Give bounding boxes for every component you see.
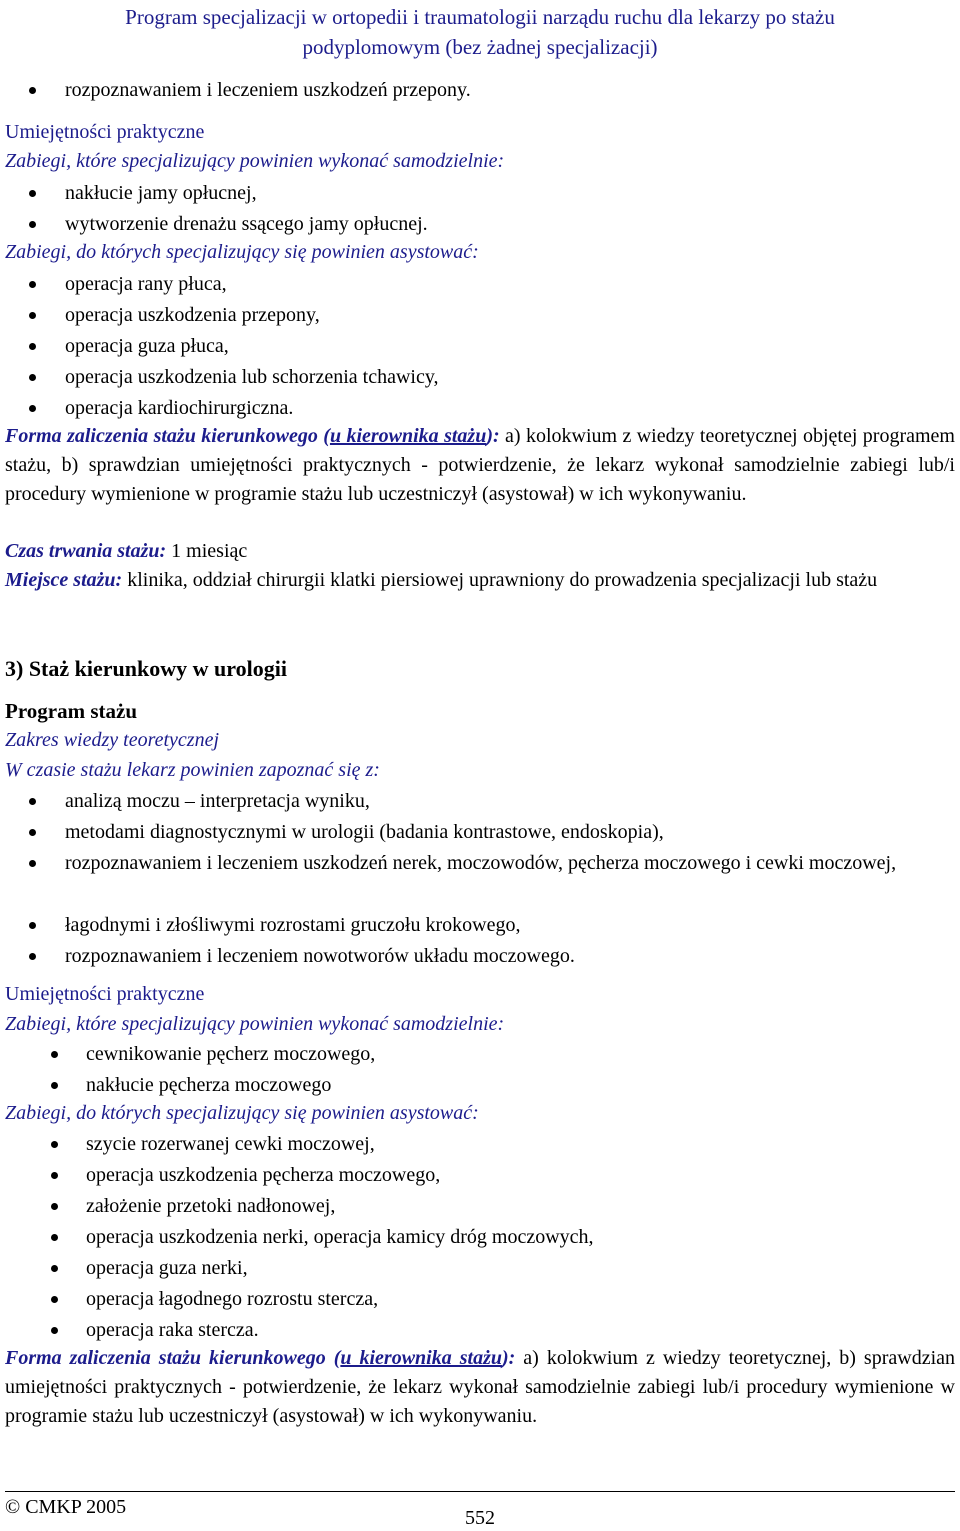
header-line-1: Program specjalizacji w ortopedii i traumatologii narządu ruchu dla lekarzy po stażu: [125, 5, 835, 29]
bullet-icon: [29, 343, 36, 350]
bullet-icon: [29, 374, 36, 381]
w-czasie-intro: W czasie stażu lekarz powinien zapoznać się z:: [5, 759, 380, 781]
bullet-icon: [51, 1082, 58, 1089]
bullet-icon: [29, 922, 36, 929]
list-item: cewnikowanie pęcherz moczowego,: [5, 1039, 955, 1070]
list-item: metodami diagnostycznymi w urologii (badania kontrastowe, endoskopia),: [5, 817, 955, 848]
header-line-2: podyplomowym (bez żadnej specjalizacji): [302, 35, 658, 59]
list-item: operacja uszkodzenia przepony,: [5, 300, 955, 331]
bullet-icon: [29, 281, 36, 288]
program-stazu-heading: Program stażu: [5, 699, 137, 723]
skills-heading-2: Umiejętności praktyczne: [5, 983, 205, 1005]
bullet-icon: [51, 1265, 58, 1272]
bullet-icon: [51, 1296, 58, 1303]
self-list-2: [5, 1039, 955, 1101]
section-title: 3) Staż kierunkowy w urologii: [5, 656, 287, 681]
bullet-icon: [51, 1141, 58, 1148]
bullet-icon: [29, 829, 36, 836]
list-item: operacja rany płuca,: [5, 269, 955, 300]
list-item: operacja uszkodzenia lub schorzenia tchawicy,: [5, 362, 955, 393]
list-item: rozpoznawaniem i leczeniem uszkodzeń przepony.: [5, 75, 955, 106]
list-item: operacja kardiochirurgiczna.: [5, 393, 955, 424]
assist-intro-1: Zabiegi, do których specjalizujący się powinien asystować:: [5, 241, 479, 263]
forma-zaliczenia-2: Forma zaliczenia stażu kierunkowego (u kierownika stażu): a) kolokwium z wiedzy teoretycznej, b) sprawdzian umiejętności praktycznych - potwierdzenie, że lekarz wykonał samodzielnie zabiegi lub/i procedury wymienione w programie stażu lub uczestniczył (asystował) w ich wykonywaniu.: [5, 1347, 956, 1427]
page-number: 552: [465, 1507, 495, 1529]
list-item: szycie rozerwanej cewki moczowej,: [5, 1129, 955, 1160]
assist-list-1: [5, 269, 955, 424]
zakres-heading: Zakres wiedzy teoretycznej: [5, 729, 220, 751]
bullet-icon: [51, 1327, 58, 1334]
assist-list-2: [5, 1129, 955, 1346]
bullet-icon: [29, 87, 36, 94]
list-item: łagodnymi i złośliwymi rozrostami gruczołu krokowego,: [5, 910, 955, 941]
self-intro-2: Zabiegi, które specjalizujący powinien wykonać samodzielnie:: [5, 1013, 505, 1035]
footer-copyright: © CMKP 2005: [5, 1496, 127, 1518]
list-item: wytworzenie drenażu ssącego jamy opłucnej.: [5, 209, 955, 240]
miejsce-stazu: Miejsce stażu: klinika, oddział chirurgii klatki piersiowej uprawniony do prowadzenia specjalizacji lub stażu: [5, 569, 878, 591]
bullet-icon: [29, 190, 36, 197]
bullet-icon: [51, 1051, 58, 1058]
list-item: rozpoznawaniem i leczeniem uszkodzeń nerek, moczowodów, pęcherza moczowego i cewki moczowej,: [5, 848, 955, 910]
list-item: operacja uszkodzenia nerki, operacja kamicy dróg moczowych,: [5, 1222, 955, 1253]
bullet-icon: [29, 860, 36, 867]
forma-zaliczenia-1: Forma zaliczenia stażu kierunkowego (u kierownika stażu): a) kolokwium z wiedzy teoretycznej objętej programem stażu, b) sprawdzian umiejętności praktycznych - potwierdzenie, że lekarz wykonał samodzielnie zabiegi lub/i procedury wymienione w programie stażu lub uczestniczył (asystował) w ich wykonywaniu.: [5, 425, 955, 505]
bullet-icon: [29, 405, 36, 412]
running-header: [0, 2, 960, 62]
knowledge-list: [5, 786, 955, 972]
list-item: operacja uszkodzenia pęcherza moczowego,: [5, 1160, 955, 1191]
list-item: nakłucie pęcherza moczowego: [5, 1070, 955, 1101]
list-item: operacja łagodnego rozrostu stercza,: [5, 1284, 955, 1315]
bullet-icon: [29, 798, 36, 805]
self-intro-1: Zabiegi, które specjalizujący powinien wykonać samodzielnie:: [5, 150, 505, 172]
list-item: rozpoznawaniem i leczeniem nowotworów układu moczowego.: [5, 941, 955, 972]
czas-trwania: Czas trwania stażu: 1 miesiąc: [5, 540, 248, 562]
list-item: operacja guza płuca,: [5, 331, 955, 362]
skills-heading-1: Umiejętności praktyczne: [5, 121, 205, 143]
assist-intro-2: Zabiegi, do których specjalizujący się powinien asystować:: [5, 1102, 479, 1124]
footer-rule: [5, 1491, 955, 1492]
bullet-icon: [51, 1234, 58, 1241]
list-item: nakłucie jamy opłucnej,: [5, 178, 955, 209]
list-item: analizą moczu – interpretacja wyniku,: [5, 786, 955, 817]
top-list: [5, 75, 955, 106]
bullet-icon: [29, 953, 36, 960]
list-item: operacja raka stercza.: [5, 1315, 955, 1346]
bullet-icon: [51, 1203, 58, 1210]
bullet-icon: [29, 312, 36, 319]
self-list-1: [5, 178, 955, 240]
bullet-icon: [51, 1172, 58, 1179]
bullet-icon: [29, 221, 36, 228]
list-item: założenie przetoki nadłonowej,: [5, 1191, 955, 1222]
list-item: operacja guza nerki,: [5, 1253, 955, 1284]
